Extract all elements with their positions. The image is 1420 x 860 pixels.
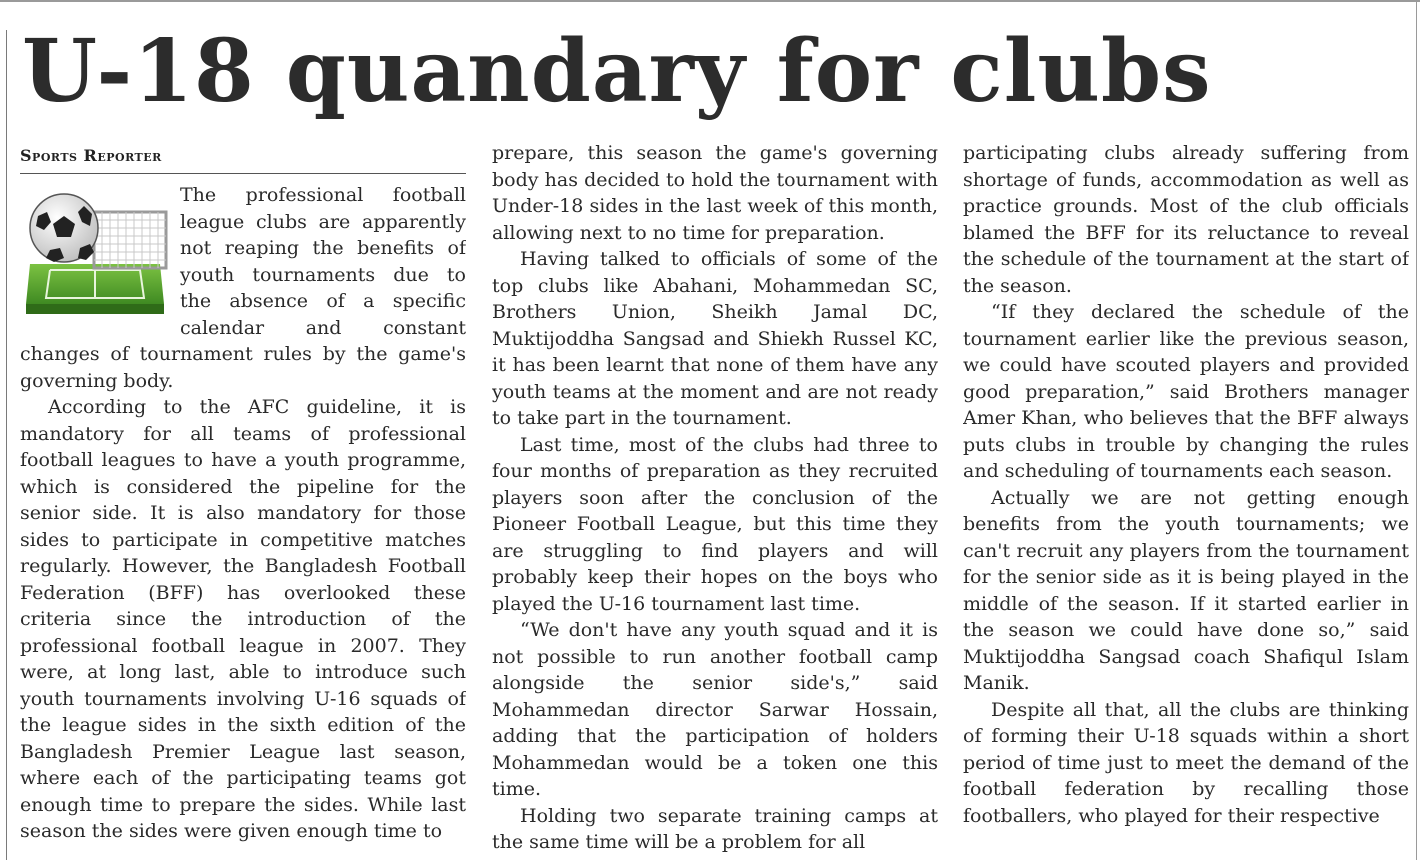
paragraph-3: prepare, this season the game's governing body has decided to hold the tournament with Under-18 sides in the last week of this month, allowing next to no time for preparation. — [492, 142, 938, 244]
paragraph-9: “If they declared the schedule of the tournament earlier like the previous season, we could have scouted players and provided good preparation,” said Brothers manager Amer Khan, who believes that the BFF always puts clubs in trouble by changing the rules and scheduling of tournaments each season. — [963, 301, 1409, 482]
paragraph-10: Actually we are not getting enough benefits from the youth tournaments; we can't recruit any players from the tournament for the senior side as it is being played in the middle of the season. If it started earlier in the season we could have done so,” said Muktijoddha Sangsad coach Shafiqul Islam Manik. — [963, 486, 1409, 694]
paragraph-5: Last time, most of the clubs had three to four months of preparation as they recruited players soon after the conclusion of the Pioneer Football League, but this time they are struggling to find players and will probably keep their hopes on the boys who played the U-16 tournament last time. — [492, 433, 938, 615]
paragraph-1: The professional football league clubs are apparently not reaping the benefits of youth tournaments due to the absence of a specific calendar and constant changes of tournament rules by the game's governing body. — [20, 184, 466, 392]
byline-rule — [20, 173, 466, 174]
left-rule — [6, 30, 7, 860]
paragraph-2: According to the AFC guideline, it is mandatory for all teams of professional football leagues to have a youth programme, which is considered the pipeline for the senior side. It is also mandatory for those sides to participate in competitive matches regularly. However, the Bangladesh Football Federation (BFF) has overlooked these criteria since the introduction of the professional football league in 2007. They were, at long last, able to introduce such youth tournaments involving U-16 squads of the league sides in the sixth edition of the Bangladesh Premier League last season, where each of the participating teams got enough time to prepare the sides. While last season the sides were given enough time to — [20, 396, 466, 842]
football-goal-illustration-icon — [20, 186, 172, 322]
paragraph-11: Despite all that, all the clubs are thinking of forming their U-18 squads within a short period of time just to meet the demand of the football federation by recalling those footballers, who played for their respective — [963, 698, 1409, 827]
paragraph-6: “We don't have any youth squad and it is not possible to run another football camp alongside the senior side's,” said Mohammedan director Sarwar Hossain, adding that the participation of holders Mohammedan would be a token one this time. — [492, 619, 938, 800]
byline: Sports Reporter — [20, 146, 162, 165]
paragraph-7: Holding two separate training camps at the same time will be a problem for all — [492, 804, 938, 853]
column-1 — [20, 182, 466, 860]
paragraph-4: Having talked to officials of some of the top clubs like Abahani, Mohammedan SC, Brothers Union, Sheikh Jamal DC, Muktijoddha Sangsad and Shiekh Russel KC, it has been learnt that none of them have any youth teams at the moment and are not ready to take part in the tournament. — [492, 248, 938, 429]
headline: U-18 quandary for clubs — [22, 21, 1212, 122]
column-2 — [492, 140, 938, 860]
top-rule — [0, 0, 1420, 2]
column-3 — [963, 140, 1409, 860]
paragraph-8: participating clubs already suffering from shortage of funds, accommodation as well as practice grounds. Most of the club officials blamed the BFF for its reluctance to reveal the schedule of the tournament at the start of the season. — [963, 142, 1409, 297]
right-rule — [1416, 0, 1417, 860]
